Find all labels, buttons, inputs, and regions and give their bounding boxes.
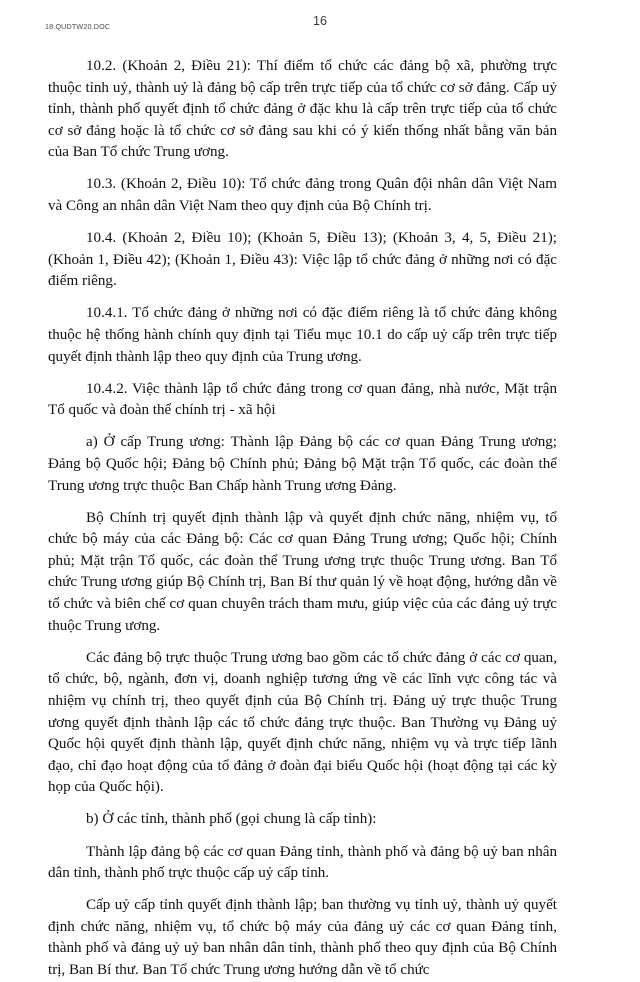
paragraph-bo-chinh-tri: Bộ Chính trị quyết định thành lập và quyết định chức năng, nhiệm vụ, tổ chức bộ máy của các Đảng bộ: Các cơ quan Đảng Trung ương; Quốc hội; Chính phủ; Mặt trận Tổ quốc, các đoàn thể Trung ương trực thuộc Trung ương. Ban Tổ chức Trung ương giúp Bộ Chính trị, Ban Bí thư quản lý về hoạt động, hướng dẫn về tổ chức và biên chế cơ quan chuyên trách tham mưu, giúp việc của các đảng uỷ trực thuộc Trung ương. <box>48 509 557 634</box>
page-header <box>0 0 640 46</box>
paragraph-thanh-lap: Thành lập đảng bộ các cơ quan Đảng tỉnh, thành phố và đảng bộ uỷ ban nhân dân tỉnh, thành phố trực thuộc cấp uỷ cấp tỉnh. <box>48 843 557 882</box>
paragraph-10-3: 10.3. (Khoản 2, Điều 10): Tổ chức đảng trong Quân đội nhân dân Việt Nam và Công an nhân dân Việt Nam theo quy định của Bộ Chính trị. <box>48 176 557 215</box>
document-code-label: 18.QUDTW20.DOC <box>45 22 111 31</box>
page-number: 16 <box>313 14 327 28</box>
paragraph-b: b) Ở các tỉnh, thành phố (gọi chung là cấp tỉnh): <box>86 811 377 828</box>
document-body <box>48 56 557 982</box>
paragraph-a: a) Ở cấp Trung ương: Thành lập Đảng bộ các cơ quan Đảng Trung ương; Đảng bộ Quốc hội; Đảng bộ Chính phủ; Đảng bộ Mặt trận Tổ quốc, các đoàn thể Trung ương trực thuộc Ban Chấp hành Trung ương Đảng. <box>48 434 557 494</box>
paragraph-10-4-2: 10.4.2. Việc thành lập tổ chức đảng trong cơ quan đảng, nhà nước, Mặt trận Tổ quốc và đoàn thể chính trị - xã hội <box>48 380 557 419</box>
paragraph-10-2: 10.2. (Khoản 2, Điều 21): Thí điểm tổ chức các đảng bộ xã, phường trực thuộc tỉnh uỷ, thành uỷ là đảng bộ cấp trên trực tiếp của tổ chức cơ sở đảng. Cấp uỷ tỉnh, thành phố quyết định tổ chức đảng ở đặc khu là cấp trên trực tiếp của tổ chức cơ sở đảng hoặc là tổ chức cơ sở đảng sau khi có ý kiến thống nhất bằng văn bản của Ban Tổ chức Trung ương. <box>48 58 557 161</box>
paragraph-cap-uy: Cấp uỷ cấp tỉnh quyết định thành lập; ban thường vụ tỉnh uỷ, thành uỷ quyết định chức năng, nhiệm vụ, tổ chức bộ máy của đảng uỷ các cơ quan Đảng tỉnh, thành phố và đảng uỷ uỷ ban nhân dân tỉnh, thành phố theo quy định của Bộ Chính trị, Ban Bí thư. Ban Tổ chức Trung ương hướng dẫn về tổ chức <box>48 897 557 978</box>
paragraph-cac-dang-bo: Các đảng bộ trực thuộc Trung ương bao gồm các tổ chức đảng ở các cơ quan, tổ chức, bộ, ngành, đơn vị, doanh nghiệp tương ứng về các lĩnh vực công tác và nhiệm vụ chính trị, theo quyết định của Bộ Chính trị. Đảng uỷ trực thuộc Trung ương quyết định thành lập các tổ chức đảng trực thuộc. Ban Thường vụ Đảng uỷ Quốc hội quyết định thành lập, quyết định chức năng, nhiệm vụ và trực tiếp lãnh đạo, chỉ đạo hoạt động của tổ đảng ở đoàn đại biểu Quốc hội (hoạt động tại các kỳ họp của Quốc hội). <box>48 649 557 796</box>
paragraph-10-4-1: 10.4.1. Tổ chức đảng ở những nơi có đặc điểm riêng là tổ chức đảng không thuộc hệ thống hành chính quy định tại Tiểu mục 10.1 do cấp uỷ cấp trên trực tiếp quyết định thành lập theo quy định của Trung ương. <box>48 305 557 365</box>
paragraph-10-4: 10.4. (Khoản 2, Điều 10); (Khoản 5, Điều 13); (Khoản 3, 4, 5, Điều 21); (Khoản 1, Điều 42); (Khoản 1, Điều 43): Việc lập tổ chức đảng ở những nơi có đặc điểm riêng. <box>48 230 557 290</box>
